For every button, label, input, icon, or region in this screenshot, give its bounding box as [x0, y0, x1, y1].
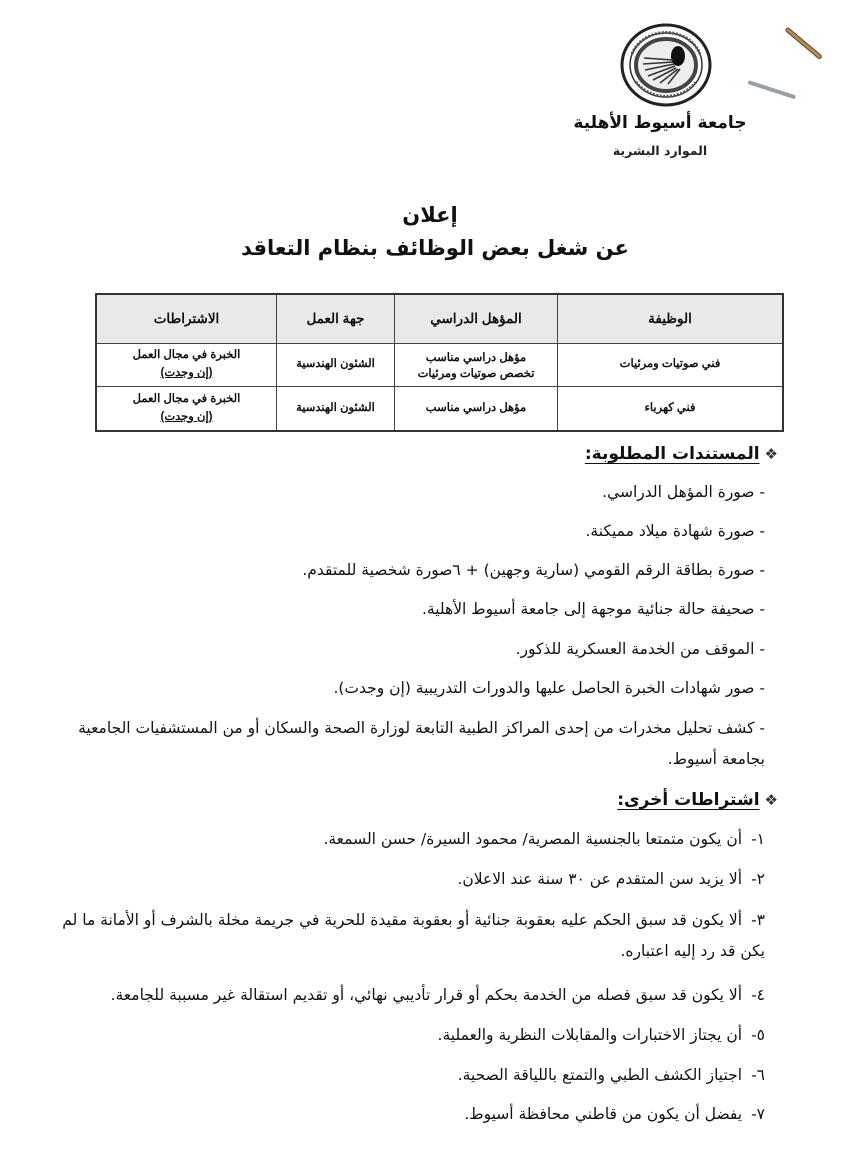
document-item: - كشف تحليل مخدرات من إحدى المراكز الطبية التابعة لوزارة الصحة والسكان أو من المستشفيات الجامعية بجامعة أسيوط.	[78, 719, 765, 768]
requirement-item	[464, 1105, 765, 1123]
requirement-item	[457, 870, 765, 888]
cell-workplace: الشئون الهندسية	[277, 387, 395, 431]
requirement-text: اجتياز الكشف الطبي والتمتع باللياقة الصحية.	[457, 1066, 743, 1084]
requirement-line: الخبرة في مجال العمل	[132, 349, 241, 362]
requirement-number: ١-	[751, 830, 765, 848]
requirement-text: أن يجتاز الاختبارات والمقابلات النظرية والعملية.	[437, 1026, 743, 1044]
jobs-table	[95, 293, 784, 432]
requirement-note: (إن وجدت)	[160, 410, 213, 423]
other-requirements-heading	[617, 790, 778, 810]
requirement-number: ٤-	[751, 986, 765, 1004]
cell-requirements	[96, 387, 277, 431]
cell-qualification: مؤهل دراسي مناسب	[395, 387, 558, 431]
cell-requirements	[96, 344, 277, 387]
announcement-title: إعلان	[402, 203, 458, 227]
cell-workplace: الشئون الهندسية	[277, 344, 395, 387]
other-requirements-heading-label: اشتراطات أخرى:	[617, 790, 760, 810]
header-requirements: الاشتراطات	[96, 294, 277, 344]
pin-photo-decoration	[784, 27, 822, 60]
department-name: الموارد البشرية	[612, 143, 708, 158]
requirement-text: يفضل أن يكون من قاطني محافظة أسيوط.	[464, 1105, 743, 1123]
requirement-item	[62, 905, 765, 967]
requirement-number: ٦-	[751, 1066, 765, 1084]
requirement-note: (إن وجدت)	[160, 367, 213, 380]
requirement-text: ألا يكون قد سبق الحكم عليه بعقوبة جنائية أو بعقوبة مقيدة للحرية في جريمة مخلة بالشرف أو الأمانة ما لم يكن قد رد إليه اعتباره.	[62, 911, 765, 960]
requirement-text: ألا يزيد سن المتقدم عن ٣٠ سنة عند الاعلان.	[457, 870, 743, 888]
document-item: - صورة المؤهل الدراسي.	[602, 483, 765, 501]
document-item: - الموقف من الخدمة العسكرية للذكور.	[515, 640, 765, 658]
header-job: الوظيفة	[558, 294, 784, 344]
document-item: - صحيفة حالة جنائية موجهة إلى جامعة أسيوط الأهلية.	[422, 600, 765, 618]
bullet-diamond-icon: ❖	[764, 445, 778, 463]
requirement-number: ٢-	[751, 870, 765, 888]
university-logo	[618, 22, 714, 108]
cell-job: فني صوتيات ومرئيات	[558, 344, 784, 387]
table-row	[96, 344, 783, 387]
requirement-number: ٥-	[751, 1026, 765, 1044]
cell-qualification	[395, 344, 558, 387]
document-item: - صورة شهادة ميلاد مميكنة.	[585, 522, 765, 540]
requirement-item	[438, 1026, 765, 1044]
document-item: - صور شهادات الخبرة الحاصل عليها والدورات التدريبية (إن وجدت).	[333, 679, 765, 697]
requirement-item	[62, 980, 765, 1011]
university-name: جامعة أسيوط الأهلية	[573, 113, 747, 133]
requirement-text: أن يكون متمتعا بالجنسية المصرية/ محمود السيرة/ حسن السمعة.	[323, 830, 743, 848]
table-row	[96, 387, 783, 431]
documents-heading	[585, 444, 778, 464]
requirement-item	[458, 1066, 765, 1084]
header-workplace: جهة العمل	[277, 294, 395, 344]
requirement-line: الخبرة في مجال العمل	[132, 392, 241, 405]
qualification-line: مؤهل دراسي مناسب	[425, 352, 527, 364]
requirement-text: ألا يكون قد سبق فصله من الخدمة بحكم أو قرار تأديبي نهائي، أو تقديم استقالة غير مسببة للجامعة.	[110, 986, 743, 1004]
table-header-row	[96, 294, 783, 344]
requirement-number: ٧-	[751, 1105, 765, 1123]
requirement-number: ٣-	[751, 911, 765, 929]
document-item: - صورة بطاقة الرقم القومي (سارية وجهين) + ٦صورة شخصية للمتقدم.	[302, 561, 765, 579]
announcement-subtitle: عن شغل بعض الوظائف بنظام التعاقد	[241, 236, 629, 260]
documents-heading-label: المستندات المطلوبة:	[584, 444, 760, 464]
bullet-diamond-icon: ❖	[764, 791, 778, 809]
cell-job: فني كهرباء	[558, 387, 784, 431]
pin-photo-decoration	[747, 80, 796, 99]
requirement-item	[323, 830, 765, 848]
header-qualification: المؤهل الدراسي	[395, 294, 558, 344]
qualification-line: تخصص صوتيات ومرئيات	[417, 367, 535, 380]
